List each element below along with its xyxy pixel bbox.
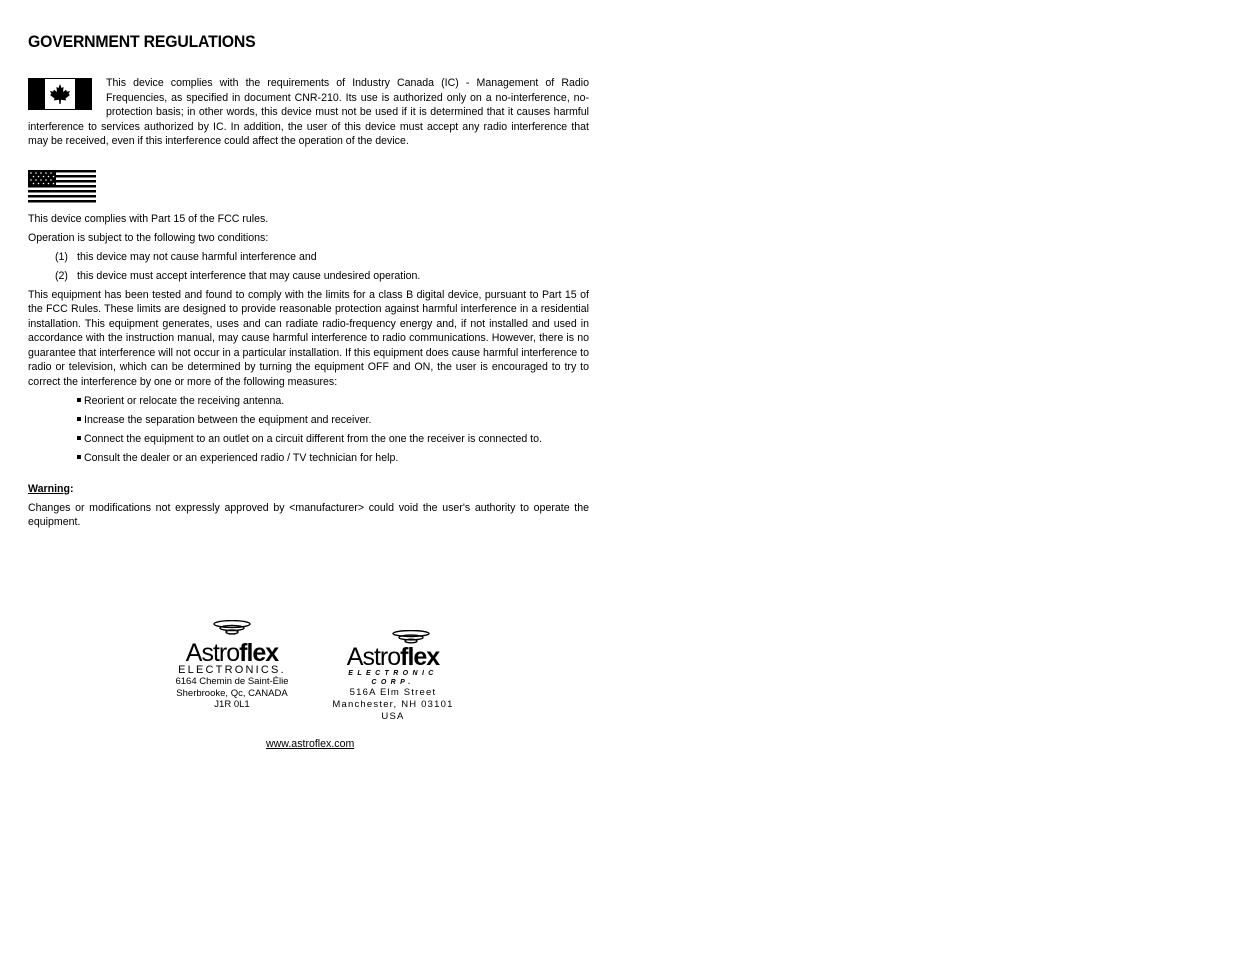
brand-name: Astroflex xyxy=(185,639,279,667)
address-line: USA xyxy=(381,711,405,722)
bullet-square-icon xyxy=(77,398,81,402)
measure-text: Reorient or relocate the receiving antenna. xyxy=(84,394,285,407)
astroflex-canada-logo xyxy=(168,620,296,711)
condition-number: (2) xyxy=(55,269,68,282)
warning-heading: Warning: xyxy=(28,483,74,495)
canada-flag-icon xyxy=(28,78,92,110)
warning-text: Changes or modifications not expressly approved by <manufacturer> could void the user's authority to operate the equipment. xyxy=(28,501,589,528)
address-line: Sherbrooke, Qc, CANADA xyxy=(176,687,288,699)
condition-item xyxy=(28,269,589,284)
measure-item xyxy=(28,394,589,409)
condition-text: this device must accept interference that may cause undesired operation. xyxy=(77,269,421,282)
measure-text: Increase the separation between the equipment and receiver. xyxy=(84,413,372,426)
brand-subtitle: ELECTRONIC CORP. xyxy=(348,670,438,686)
brand-subtitle: ELECTRONICS. xyxy=(178,664,286,676)
measure-item xyxy=(28,413,589,428)
bullet-square-icon xyxy=(77,417,81,421)
condition-text: this device may not cause harmful interference and xyxy=(77,250,317,263)
fcc-class-b-paragraph: This equipment has been tested and found to comply with the limits for a class B digital device, pursuant to Part 15 of the FCC Rules. These limits are designed to provide reasonable protection against harmful interference in a residential installation. This equipment generates, uses and can radiate radio-frequency energy and, if not installed and used in accordance with the instruction manual, may cause harmful interference to radio communications. However, there is no guarantee that interference will not occur in a particular installation. If this equipment does cause harmful interference to radio or television, which can be determined by turning the equipment OFF and ON, the user is encouraged to try to correct the interference by one or more of the following measures: xyxy=(28,288,589,388)
bullet-square-icon xyxy=(77,436,81,440)
warning-label: Warning xyxy=(28,483,70,495)
condition-item xyxy=(28,250,589,265)
address-line: 6164 Chemin de Saint-Élie xyxy=(175,676,289,687)
brand-name: Astroflex xyxy=(346,643,440,671)
address-line: J1R 0L1 xyxy=(214,699,250,710)
address-line: 516A Elm Street xyxy=(349,687,437,698)
measure-text: Connect the equipment to an outlet on a circuit different from the one the receiver is connected to. xyxy=(84,432,542,445)
usa-flag-icon xyxy=(28,170,96,203)
condition-number: (1) xyxy=(55,250,68,263)
measure-item xyxy=(28,451,589,466)
website-link[interactable]: www.astroflex.com xyxy=(266,738,355,750)
regulations-column xyxy=(28,76,589,530)
bullet-square-icon xyxy=(77,455,81,459)
page-title: GOVERNMENT REGULATIONS xyxy=(28,32,256,51)
astroflex-usa-logo xyxy=(328,630,458,723)
fcc-conditions-intro: Operation is subject to the following two conditions: xyxy=(28,231,269,244)
address-line: Manchester, NH 03101 xyxy=(332,699,454,710)
measure-text: Consult the dealer or an experienced radio / TV technician for help. xyxy=(84,451,399,464)
canada-section xyxy=(28,76,589,149)
canada-compliance-text: This device complies with the requirements of Industry Canada (IC) - Management of Radio Frequencies, as specified in document CNR-210. Its use is authorized only on a no-interference, no-protection basis; in other words, this device must not be used if it is determined that it causes harmful interference to services authorized by IC. In addition, the user of this device must accept any radio interference that may be received, even if this interference could affect the operation of the device. xyxy=(28,77,589,147)
measure-item xyxy=(28,432,589,447)
fcc-compliance-line: This device complies with Part 15 of the FCC rules. xyxy=(28,212,269,225)
antenna-dish-icon xyxy=(391,630,431,644)
antenna-dish-icon xyxy=(212,620,252,636)
